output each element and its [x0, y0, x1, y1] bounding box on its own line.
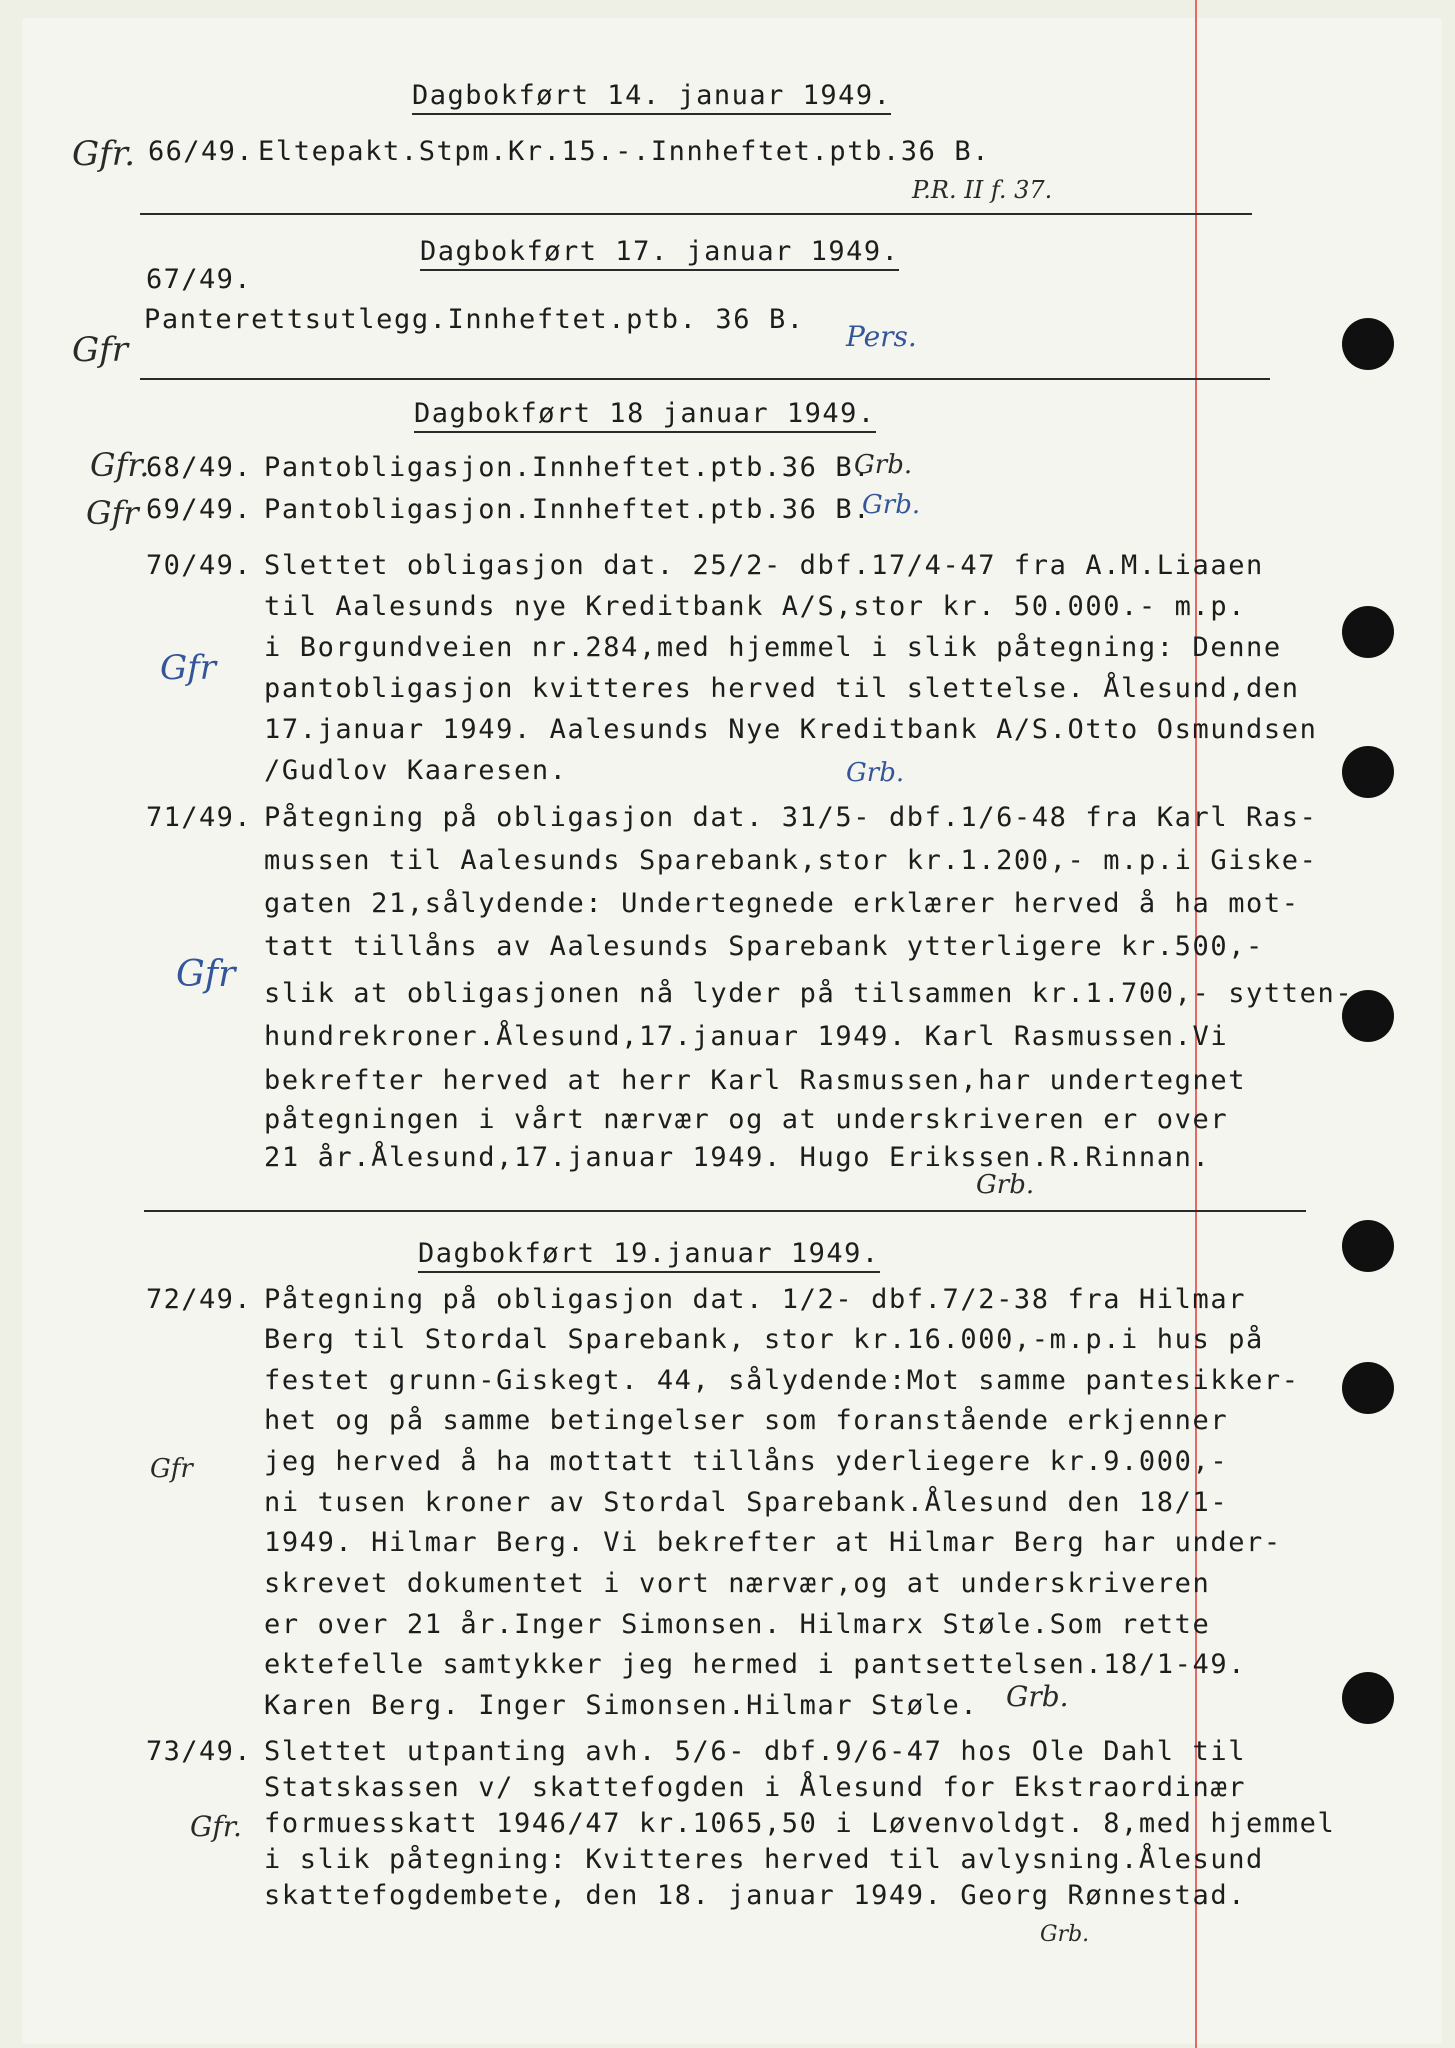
entry-number: 72/49.	[146, 1284, 252, 1315]
date-heading	[412, 80, 891, 115]
entry-number: 67/49.	[146, 264, 252, 295]
entry-line: jeg herved å ha mottatt tillåns yderliegere kr.9.000,-	[264, 1446, 1229, 1477]
binder-hole	[1342, 1220, 1394, 1272]
handwritten-note: Pers.	[846, 320, 917, 353]
entry-line: bekrefter herved at herr Karl Rasmussen,har undertegnet	[264, 1065, 1247, 1096]
entry-line: Slettet utpanting avh. 5/6- dbf.9/6-47 hos Ole Dahl til	[264, 1736, 1247, 1767]
entry-number: 73/49.	[146, 1736, 252, 1767]
entry-line: er over 21 år.Inger Simonsen. Hilmarx Støle.Som rette	[264, 1609, 1211, 1640]
entry-line: 21 år.Ålesund,17.januar 1949. Hugo Erikssen.R.Rinnan.	[264, 1142, 1211, 1173]
entry-line: formuesskatt 1946/47 kr.1065,50 i Løvenvoldgt. 8,med hjemmel	[264, 1808, 1336, 1839]
entry-line: i Borgundveien nr.284,med hjemmel i slik påtegning: Denne	[264, 632, 1282, 663]
entry-line: i slik påtegning: Kvitteres herved til avlysning.Ålesund	[264, 1844, 1264, 1875]
entry-line: Panterettsutlegg.Innheftet.ptb. 36 B.	[144, 304, 805, 335]
entry-line: ektefelle samtykker jeg hermed i pantsettelsen.18/1-49.	[264, 1649, 1247, 1680]
heading-underline	[418, 1271, 880, 1273]
entry-line: Karen Berg. Inger Simonsen.Hilmar Støle.	[264, 1690, 979, 1721]
entry-number: 69/49.	[146, 494, 252, 525]
entry-line: pantobligasjon kvitteres herved til slettelse. Ålesund,den	[264, 673, 1300, 704]
handwritten-mark: Gfr	[160, 648, 216, 688]
heading-underline	[420, 269, 899, 271]
heading-underline	[412, 113, 891, 115]
handwritten-initials: Grb.	[854, 450, 913, 480]
entry-line: hundrekroner.Ålesund,17.januar 1949. Karl Rasmussen.Vi	[264, 1021, 1229, 1052]
entry-line: Eltepakt.Stpm.Kr.15.-.Innheftet.ptb.36 B.	[258, 136, 991, 167]
handwritten-initials: Grb.	[1006, 1680, 1069, 1713]
handwritten-mark: Gfr	[86, 494, 139, 532]
date-heading	[420, 236, 899, 271]
binder-hole	[1342, 606, 1394, 658]
binder-hole	[1342, 318, 1394, 370]
entry-line: gaten 21,sålydende: Undertegnede erklærer herved å ha mot-	[264, 888, 1300, 919]
entry-line: mussen til Aalesunds Sparebank,stor kr.1.200,- m.p.i Giske-	[264, 845, 1318, 876]
entry-line: tatt tillåns av Aalesunds Sparebank ytterligere kr.500,-	[264, 931, 1264, 962]
handwritten-note: P.R. II f. 37.	[912, 176, 1053, 204]
entry-line: festet grunn-Giskegt. 44, sålydende:Mot samme pantesikker-	[264, 1365, 1300, 1396]
entry-line: Statskassen v/ skattefogden i Ålesund for Ekstraordinær	[264, 1772, 1247, 1803]
handwritten-initials: Grb.	[862, 490, 921, 520]
entry-number: 68/49.	[146, 452, 252, 483]
heading-underline	[414, 431, 876, 433]
handwritten-initials: Grb.	[976, 1170, 1035, 1200]
entry-line: påtegningen i vårt nærvær og at underskriveren er over	[264, 1104, 1229, 1135]
entry-line: skrevet dokumentet i vort nærvær,og at underskriveren	[264, 1568, 1211, 1599]
date-heading-text: Dagbokført 19.januar 1949.	[418, 1238, 880, 1269]
entry-line: til Aalesunds nye Kreditbank A/S,stor kr. 50.000.- m.p.	[264, 591, 1247, 622]
handwritten-initials: Grb.	[1040, 1922, 1090, 1947]
handwritten-mark: Gfr	[72, 330, 128, 370]
entry-line: skattefogdembete, den 18. januar 1949. Georg Rønnestad.	[264, 1880, 1247, 1911]
section-rule	[140, 213, 1252, 215]
date-heading	[414, 398, 876, 433]
section-rule	[140, 378, 1270, 380]
entry-line: Slettet obligasjon dat. 25/2- dbf.17/4-47 fra A.M.Liaaen	[264, 550, 1264, 581]
entry-line: 17.januar 1949. Aalesunds Nye Kreditbank A/S.Otto Osmundsen	[264, 714, 1318, 745]
date-heading-text: Dagbokført 17. januar 1949.	[420, 236, 900, 267]
entry-line: 1949. Hilmar Berg. Vi bekrefter at Hilmar Berg har under-	[264, 1527, 1282, 1558]
entry-number: 66/49.	[148, 136, 254, 167]
handwritten-mark: Gfr.	[190, 1810, 242, 1843]
entry-line: Berg til Stordal Sparebank, stor kr.16.000,-m.p.i hus på	[264, 1324, 1264, 1355]
handwritten-mark: Gfr.	[72, 134, 136, 174]
entry-line: /Gudlov Kaaresen.	[264, 755, 568, 786]
entry-line: Påtegning på obligasjon dat. 31/5- dbf.1/6-48 fra Karl Ras-	[264, 802, 1318, 833]
section-rule	[144, 1210, 1306, 1212]
handwritten-mark: Gfr	[176, 954, 236, 995]
binder-hole	[1342, 746, 1394, 798]
entry-line: het og på samme betingelser som foranstående erkjenner	[264, 1405, 1229, 1436]
entry-line: Pantobligasjon.Innheftet.ptb.36 B.	[264, 452, 872, 483]
entry-line: slik at obligasjonen nå lyder på tilsammen kr.1.700,- sytten-	[264, 978, 1354, 1009]
entry-line: Pantobligasjon.Innheftet.ptb.36 B.	[264, 494, 872, 525]
entry-line: ni tusen kroner av Stordal Sparebank.Ålesund den 18/1-	[264, 1487, 1229, 1518]
entry-number: 70/49.	[146, 550, 252, 581]
binder-hole	[1342, 1672, 1394, 1724]
date-heading	[418, 1238, 880, 1273]
entry-number: 71/49.	[146, 802, 252, 833]
handwritten-mark: Gfr	[150, 1454, 193, 1484]
date-heading-text: Dagbokført 14. januar 1949.	[412, 80, 892, 111]
entry-line: Påtegning på obligasjon dat. 1/2- dbf.7/2-38 fra Hilmar	[264, 1284, 1247, 1315]
binder-hole	[1342, 1362, 1394, 1414]
handwritten-mark: Gfr.	[90, 446, 150, 484]
handwritten-initials: Grb.	[846, 758, 905, 788]
date-heading-text: Dagbokført 18 januar 1949.	[414, 398, 876, 429]
